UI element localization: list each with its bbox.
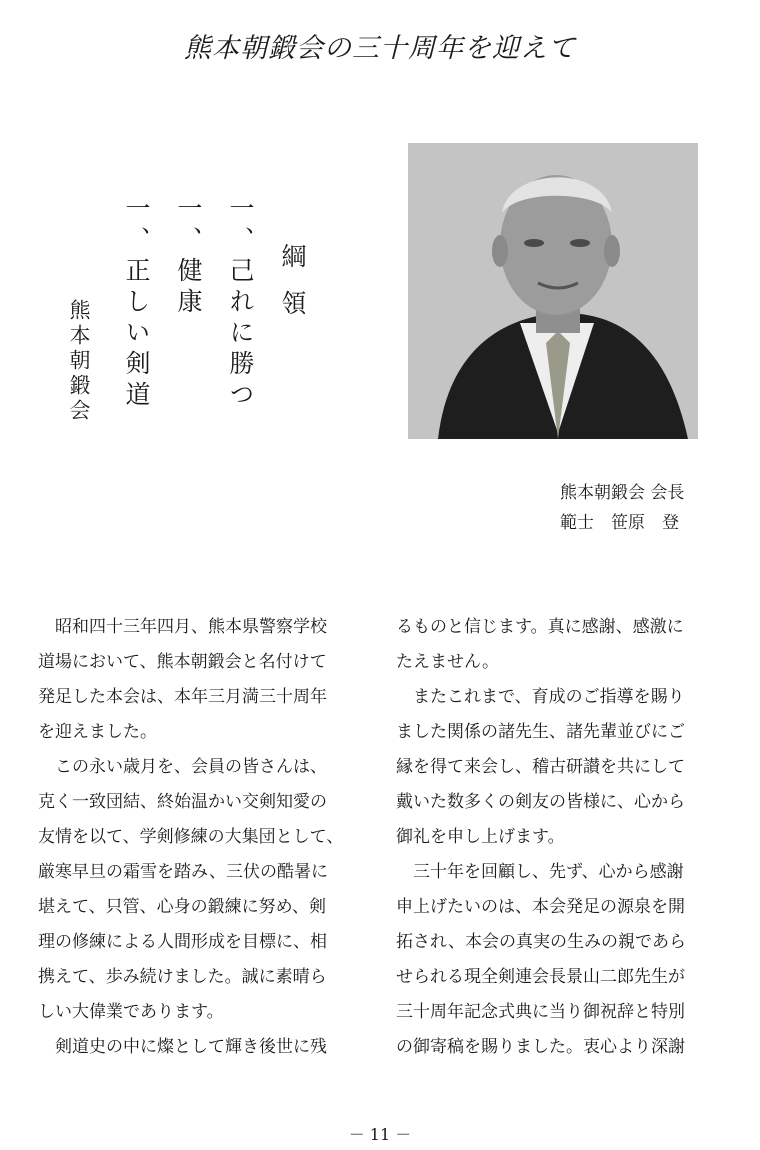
body-line: この永い歳月を、会員の皆さんは、 [38,757,327,777]
body-line: 発足した本会は、本年三月満三十周年 [38,687,327,707]
body-line: 申上げたいのは、本会発足の源泉を開 [396,897,685,917]
body-line: またこれまで、育成のご指導を賜り [396,687,685,707]
motto-org: 熊本朝鍛会 [67,299,91,424]
body-line: るものと信じます。真に感謝、感激に [396,617,684,637]
portrait-photo [408,143,698,439]
body-line: 道場において、熊本朝鍛会と名付けて [38,652,327,672]
body-line: 堪えて、只管、心身の鍛練に努め、剣 [38,897,326,917]
body-line: 御礼を申し上げます。 [396,827,565,847]
page-number: － 11 － [348,1125,412,1144]
body-line: ました関係の諸先生、諸先輩並びにご [396,722,685,742]
body-line: 縁を得て来会し、稽古研讃を共にして [396,757,685,777]
body-column-left [38,610,358,1065]
photo-caption [560,478,684,538]
body-line: 携えて、歩み続けました。誠に素晴ら [38,967,327,987]
body-line: 厳寒早旦の霜雪を踏み、三伏の酷暑に [38,862,329,882]
motto-item: 一、健康 [174,195,203,319]
body-line: 剣道史の中に燦として輝き後世に残 [38,1037,327,1057]
body-line: しい大偉業であります。 [38,1002,224,1022]
body-line: 三十周年記念式典に当り御祝辞と特別 [396,1002,685,1022]
body-line: せられる現全剣連会長景山二郎先生が [396,967,685,987]
portrait-illustration [408,143,698,439]
body-line: 克く一致団結、終始温かい交剣知愛の [38,792,327,812]
body-line: 友情を以て、学剣修練の大集団として、 [38,827,344,847]
body-line: 昭和四十三年四月、熊本県警察学校 [38,617,327,637]
caption-name: 範士 笹原 登 [560,513,679,533]
page-title: 熊本朝鍛会の三十周年を迎えて [184,33,576,64]
motto-block [60,195,340,445]
motto-heading: 綱領 [278,243,307,337]
body-line: 三十年を回顧し、先ず、心から感謝 [396,862,684,882]
body-line: たえません。 [396,652,500,672]
caption-title: 熊本朝鍛会 会長 [560,483,685,503]
body-column-right [396,610,716,1065]
body-line: の御寄稿を賜りました。衷心より深謝 [396,1037,685,1057]
body-line: 拓され、本会の真実の生みの親であら [396,932,687,952]
body-line: を迎えました。 [38,722,157,742]
body-line: 理の修練による人間形成を目標に、相 [38,932,327,952]
body-line: 戴いた数多くの剣友の皆様に、心から [396,792,685,812]
motto-item: 一、己れに勝つ [226,195,255,412]
motto-item: 一、正しい剣道 [122,195,151,412]
